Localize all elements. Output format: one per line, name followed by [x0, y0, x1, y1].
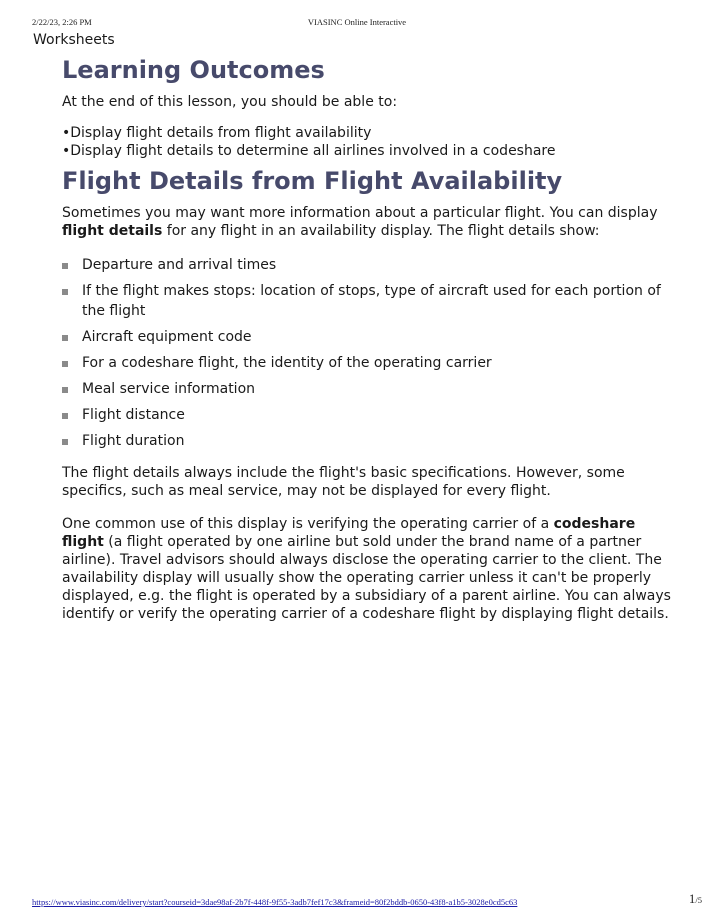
list-item [62, 405, 672, 425]
list-item-text: Meal service information [82, 381, 256, 397]
intro-text: Sometimes you may want more information about a particular flight. You can display [62, 205, 658, 221]
outcome-item: •Display flight details from flight availability [62, 125, 372, 141]
print-page-title: VIASINC Online Interactive [307, 17, 407, 27]
print-datetime: 2/22/23, 2:26 PM [32, 17, 92, 27]
list-item [62, 379, 672, 399]
list-item-text: For a codeshare flight, the identity of the operating carrier [82, 355, 492, 371]
square-bullet-icon [62, 387, 68, 393]
flight-details-term: flight details [62, 223, 163, 239]
flight-details-list [62, 255, 672, 451]
list-item-text: Flight duration [82, 433, 185, 449]
list-item [62, 281, 672, 321]
print-header [32, 17, 682, 29]
square-bullet-icon [62, 289, 68, 295]
breadcrumb-worksheets[interactable]: Worksheets [33, 32, 115, 48]
learning-outcomes-list [62, 124, 672, 160]
page-number [689, 891, 702, 907]
list-item-text: Aircraft equipment code [82, 329, 252, 345]
total-pages: /5 [695, 895, 702, 905]
list-item-text: If the flight makes stops: location of stops, type of aircraft used for each portion of the flight [82, 283, 661, 319]
flight-details-heading: Flight Details from Flight Availability [62, 167, 563, 195]
page-url-link[interactable]: https://www.viasinc.com/delivery/start?courseid=3dae98af-2b7f-448f-9f55-3adb7fef17c3&frameid=80f2bddb-0650-43f8-a1b5-3028e0cd5c63 [32, 897, 518, 907]
codeshare-text-end: (a flight operated by one airline but sold under the brand name of a partner airline). Travel advisors should always disclose the operating carrier to the client. The availability display will usually show the operating carrier unless it can't be properly displayed, e.g. the flight is operated by a subsidiary of a parent airline. You can always identify or verify the operating carrier of a codeshare flight by displaying flight details. [62, 534, 671, 622]
learning-outcomes-heading: Learning Outcomes [62, 56, 325, 84]
codeshare-term: codeshare flight [62, 516, 636, 550]
list-item [62, 353, 672, 373]
list-item-text: Departure and arrival times [82, 257, 277, 273]
current-page: 1 [688, 891, 696, 906]
list-item [62, 431, 672, 451]
print-footer [32, 893, 702, 907]
list-item [62, 327, 672, 347]
square-bullet-icon [62, 439, 68, 445]
lesson-content [62, 55, 672, 623]
learning-outcomes-intro: At the end of this lesson, you should be able to: [62, 94, 398, 110]
codeshare-text: One common use of this display is verifying the operating carrier of a [62, 516, 554, 532]
square-bullet-icon [62, 413, 68, 419]
list-item-text: Flight distance [82, 407, 185, 423]
flight-specifications-paragraph: The flight details always include the flight's basic specifications. However, some specifics, such as meal service, may not be displayed for every flight. [62, 465, 625, 499]
square-bullet-icon [62, 263, 68, 269]
square-bullet-icon [62, 361, 68, 367]
outcome-item: •Display flight details to determine all airlines involved in a codeshare [62, 143, 556, 159]
intro-text-end: for any flight in an availability display. The flight details show: [162, 223, 600, 239]
codeshare-paragraph [62, 515, 672, 623]
square-bullet-icon [62, 335, 68, 341]
list-item [62, 255, 672, 275]
flight-details-intro [62, 204, 672, 240]
